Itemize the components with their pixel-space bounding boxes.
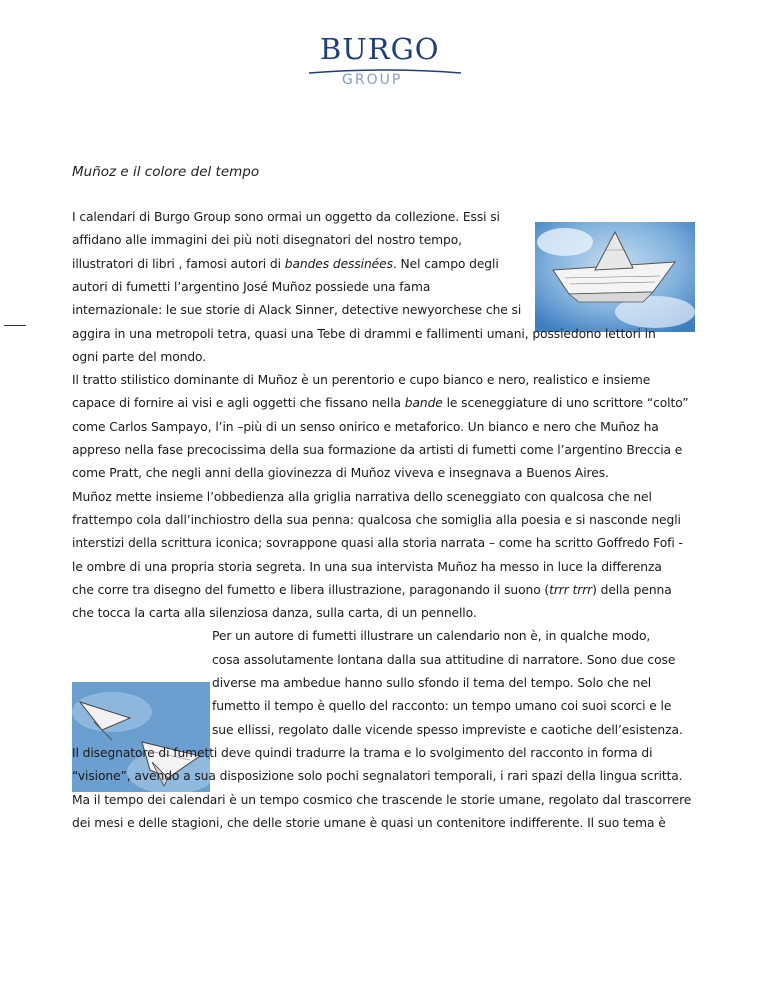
body-line-17 xyxy=(72,582,672,598)
body-line-3 xyxy=(72,256,499,272)
body-line-12: come Pratt, che negli anni della giovinezza di Muñoz viveva e insegnava a Buenos Aires. xyxy=(72,466,609,480)
body-line-21: diverse ma ambedue hanno sullo sfondo il tema del tempo. Solo che nel xyxy=(212,676,652,690)
body-line-16: le ombre di una propria storia segreta. In una sua intervista Muñoz ha messo in luce la differenza xyxy=(72,560,662,574)
italic-term: trrr trrr xyxy=(549,583,593,597)
italic-term: bande xyxy=(404,396,443,410)
body-line-15: interstizi della scrittura iconica; sovrappone quasi alla storia narrata – come ha scritto Goffredo Fofi - xyxy=(72,536,683,550)
body-text-segment: illustratori di libri , famosi autori di xyxy=(72,257,285,271)
body-line-4: autori di fumetti l’argentino José Muñoz possiede una fama xyxy=(72,280,431,294)
article-title: Muñoz e il colore del tempo xyxy=(72,164,260,180)
body-line-24: Il disegnatore di fumetti deve quindi tradurre la trama e lo svolgimento del racconto in forma di xyxy=(72,746,653,760)
logo-wordmark: BURGO xyxy=(320,32,440,66)
body-line-27: dei mesi e delle stagioni, che delle storie umane è quasi un contenitore indifferente. Il suo tema è xyxy=(72,816,666,830)
body-line-22: fumetto il tempo è quello del racconto: un tempo umano coi suoi scorci e le xyxy=(212,699,672,713)
body-text-segment: . Nel campo degli xyxy=(392,257,499,271)
body-line-18: che tocca la carta alla silenziosa danza, sulla carta, di un pennello. xyxy=(72,606,477,620)
margin-mark xyxy=(4,325,26,326)
body-line-5: internazionale: le sue storie di Alack Sinner, detective newyorchese che si xyxy=(72,303,522,317)
body-line-26: Ma il tempo dei calendari è un tempo cosmico che trascende le storie umane, regolato dal trascorrere xyxy=(72,793,692,807)
body-text-segment: ) della penna xyxy=(592,583,672,597)
body-line-20: cosa assolutamente lontana dalla sua attitudine di narratore. Sono due cose xyxy=(212,653,676,667)
body-text-segment: capace di fornire ai visi e agli oggetti che fissano nella xyxy=(72,396,405,410)
body-line-23: sue ellissi, regolato dalle vicende spesso impreviste e caotiche dell’esistenza. xyxy=(212,723,683,737)
body-line-11: appreso nella fase precocissima della sua formazione da artisti di fumetti come l’argentino Breccia e xyxy=(72,443,683,457)
body-line-19: Per un autore di fumetti illustrare un calendario non è, in qualche modo, xyxy=(212,629,651,643)
body-line-13: Muñoz mette insieme l’obbedienza alla griglia narrativa dello sceneggiato con qualcosa che nel xyxy=(72,490,652,504)
paper-boat-illustration xyxy=(535,222,695,332)
body-line-2: affidano alle immagini dei più noti disegnatori del nostro tempo, xyxy=(72,233,462,247)
body-line-8: Il tratto stilistico dominante di Muñoz è un perentorio e cupo bianco e nero, realistico e insieme xyxy=(72,373,651,387)
body-text-segment: che corre tra disegno del fumetto e libera illustrazione, paragonando il suono ( xyxy=(72,583,550,597)
body-line-1: I calendari di Burgo Group sono ormai un oggetto da collezione. Essi si xyxy=(72,210,500,224)
body-text-segment: le sceneggiature di uno scrittore “colto” xyxy=(442,396,689,410)
logo-subtitle: GROUP xyxy=(342,72,403,88)
body-line-6: aggira in una metropoli tetra, quasi una Tebe di drammi e fallimenti umani, possiedono lettori in xyxy=(72,327,656,341)
body-line-25: “visione”, avendo a sua disposizione solo pochi segnalatori temporali, i rari spazi della lingua scritta. xyxy=(72,769,683,783)
burgo-group-logo xyxy=(305,30,465,90)
italic-term: bandes dessinées xyxy=(284,257,393,271)
body-line-14: frattempo cola dall’inchiostro della sua penna: qualcosa che somiglia alla poesia e si nasconde negli xyxy=(72,513,681,527)
body-line-7: ogni parte del mondo. xyxy=(72,350,207,364)
body-line-9 xyxy=(72,395,688,411)
body-line-10: come Carlos Sampayo, l’in –più di un senso onirico e metaforico. Un bianco e nero che Muñoz ha xyxy=(72,420,659,434)
